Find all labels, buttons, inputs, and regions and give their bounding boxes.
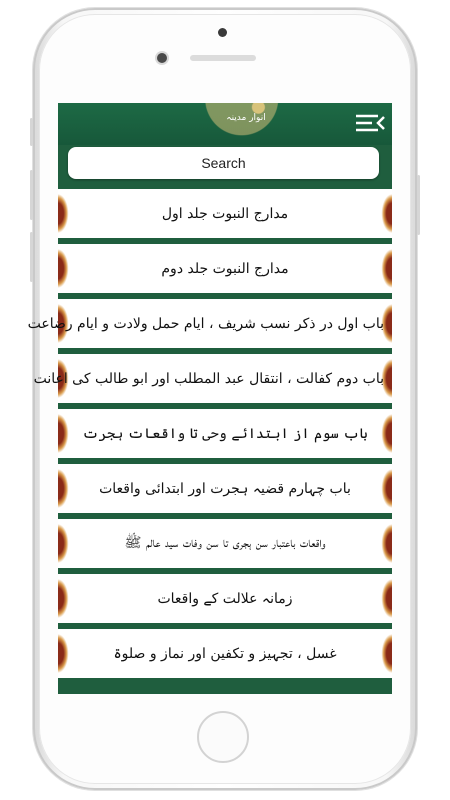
list-item-label: غسل ، تجہیز و تکفین اور نماز و صلوۃ [113, 645, 337, 662]
list-item-label: باب چہارم قضیہ ہجرت اور ابتدائی واقعات [99, 480, 351, 497]
side-button [30, 118, 33, 146]
chapter-list [27, 189, 392, 684]
home-button[interactable] [197, 711, 249, 763]
app-screen [27, 103, 392, 694]
list-item[interactable] [58, 244, 392, 293]
list-item-label: باب دوم کفالت ، انتقال عبد المطلب اور ابو طالب کی اعانت [33, 370, 384, 387]
list-item[interactable] [58, 574, 392, 623]
list-item-label: زمانہ علالت کے واقعات [157, 590, 293, 607]
list-item-label: مدارج النبوت جلد دوم [161, 260, 289, 277]
search-bar [58, 145, 392, 189]
list-item[interactable] [58, 519, 392, 568]
search-input[interactable]: Search [68, 147, 379, 179]
list-item-label: مدارج النبوت جلد اول [161, 205, 289, 222]
list-item[interactable] [27, 299, 392, 348]
list-item-label: واقعات باعتبار سن ہجری تا سن وفات سید عالم ﷺ [124, 534, 326, 551]
side-button [417, 175, 420, 235]
app-header [58, 103, 392, 145]
list-item[interactable] [58, 409, 392, 458]
side-button [30, 170, 33, 220]
list-item-label: باب اول در ذکر نسب شریف ، ایام حمل ولادت و ایام رضاعت [27, 315, 384, 332]
front-camera [157, 53, 167, 63]
collapse-menu-icon[interactable] [354, 113, 386, 133]
list-item[interactable] [58, 629, 392, 678]
list-item-label: باب سوم از ابتدائے وحی تا واقعات ہجرت [82, 425, 368, 442]
earpiece-speaker [190, 55, 256, 61]
list-item[interactable] [58, 464, 392, 513]
side-button [30, 232, 33, 282]
sensor-dot [218, 28, 227, 37]
list-item[interactable] [33, 354, 392, 403]
list-item[interactable] [58, 189, 392, 238]
app-title: انوار مدینہ [226, 113, 266, 123]
